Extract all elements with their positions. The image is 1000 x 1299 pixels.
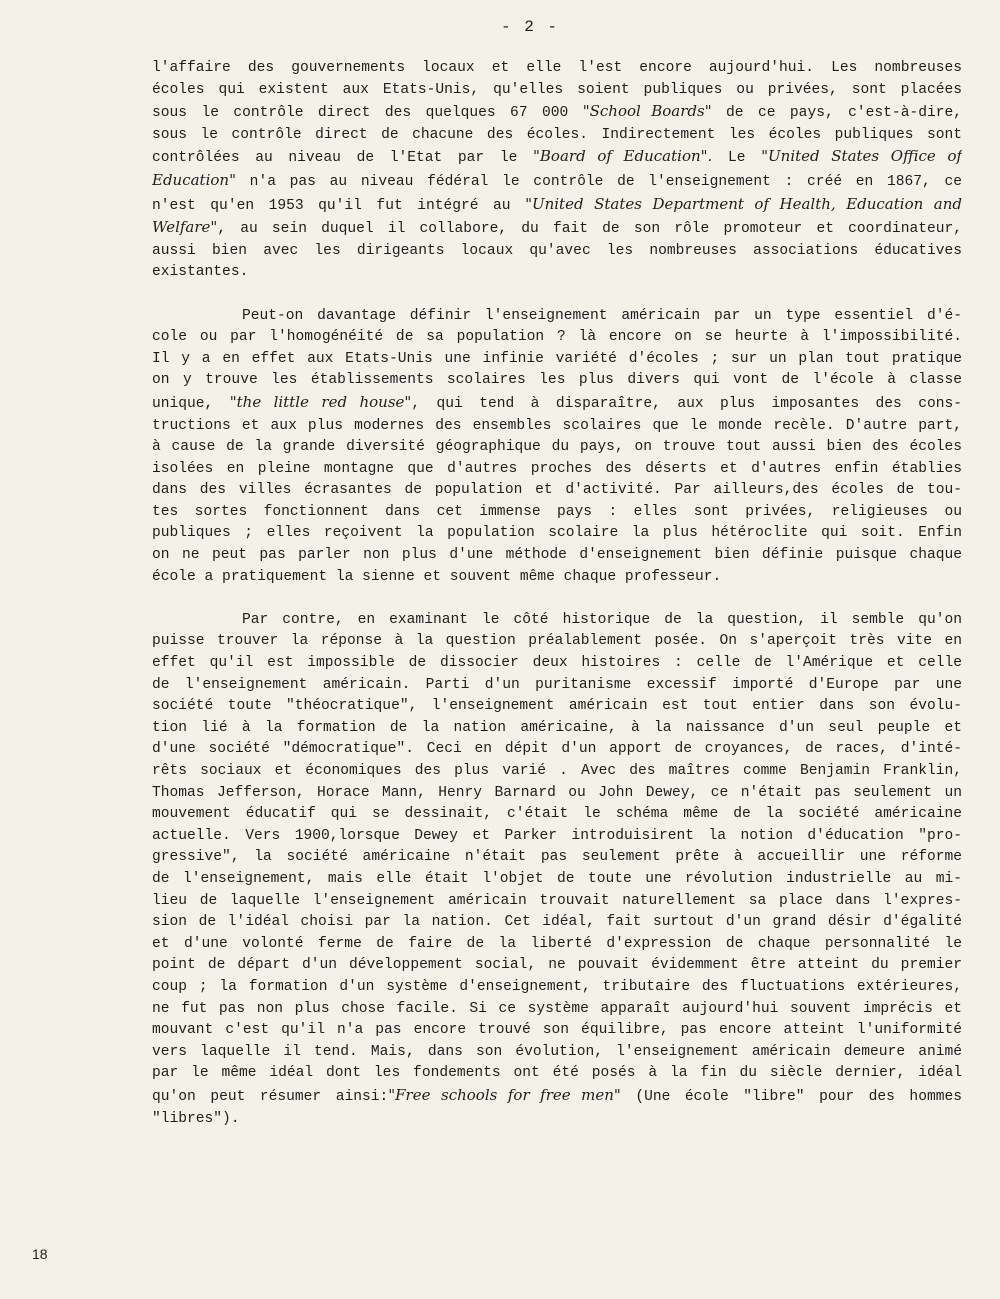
text-segment: puisse trouver la réponse à la question préalablement posée. On s'aperçoit très vite en [152, 633, 962, 650]
text-line [152, 101, 962, 125]
italic-text: "United States Office of [761, 147, 962, 166]
text-line [152, 262, 962, 284]
text-line [152, 502, 962, 524]
text-line [152, 739, 962, 761]
text-segment: d'une société "démocratique". Ceci en dépit d'un apport de croyances, de races, d'inté- [152, 741, 962, 758]
text-line [152, 891, 962, 913]
text-line [152, 1109, 962, 1131]
text-segment: sous le contrôle direct de chacune des écoles. Indirectement les écoles publiques sont [152, 126, 962, 143]
text-line [152, 567, 962, 589]
text-segment: ne fut pas non plus chose facile. Si ce système apparaît aujourd'hui souvent imprécis et [152, 1000, 962, 1017]
text-segment: sion de l'idéal choisi par la nation. Cet idéal, fait surtout d'un grand désir d'égalité [152, 914, 962, 931]
page-number: - 2 - [500, 18, 559, 36]
text-line [152, 327, 962, 349]
paragraph-2 [152, 306, 962, 589]
text-segment: Thomas Jefferson, Horace Mann, Henry Barnard ou John Dewey, ce n'était pas seulement un [152, 784, 962, 801]
text-segment: Le [712, 150, 762, 167]
text-segment: rêts sociaux et économiques des plus varié . Avec des maîtres comme Benjamin Franklin, [152, 763, 962, 779]
text-segment: par le même idéal dont les fondements ont été posés à la fin du siècle dernier, idéal [152, 1065, 962, 1082]
text-line [152, 869, 962, 891]
italic-text: Education" [152, 170, 236, 189]
text-line [152, 370, 962, 392]
text-segment: l'affaire des gouvernements locaux et elle l'est encore aujourd'hui. Les nombreuses [152, 60, 962, 76]
text-segment: de ce pays, c'est-à-dire, [711, 105, 962, 122]
text-segment: coup ; la formation d'un système d'enseignement, tributaire des fluctuations extérieures, [152, 978, 962, 995]
text-segment: écoles qui existent aux Etats-Unis, qu'elles soient publiques ou privées, sont placées [152, 81, 962, 98]
text-line [152, 934, 962, 956]
text-segment: existantes. [152, 264, 249, 281]
text-line [152, 610, 962, 632]
text-line [152, 912, 962, 934]
text-line [152, 653, 962, 675]
text-segment: tion lié à la formation de la nation américaine, à la naissance d'un seul peuple et [152, 719, 962, 736]
text-line [152, 761, 962, 783]
text-segment: isolées en pleine montagne que d'autres proches des déserts et d'autres enfin établies [152, 460, 962, 477]
text-segment: sous le contrôle direct des quelques 67 000 [152, 105, 583, 122]
text-line [152, 955, 962, 977]
text-segment: Il y a en effet aux Etats-Unis une infinie variété d'écoles ; sur un plan tout pratique [152, 350, 962, 367]
text-segment: n'est qu'en 1953 qu'il fut intégré au [152, 197, 526, 214]
text-line [152, 459, 962, 481]
text-segment: point de départ d'un développement social, ne pouvait évidemment être atteint du premier [152, 957, 962, 974]
corner-page-number: 18 [32, 1246, 48, 1262]
text-segment: effet qu'il est impossible de dissocier deux histoires : celle de l'Amérique et celle [152, 655, 962, 672]
text-line [152, 1063, 962, 1085]
text-segment: contrôlées au niveau de l'Etat par le [152, 150, 533, 167]
paragraph-gap [152, 588, 962, 610]
paragraph-3 [152, 610, 962, 1130]
text-segment: on ne peut pas parler non plus d'une méthode d'enseignement bien définie puisque chaque [152, 547, 962, 564]
text-line [152, 783, 962, 805]
text-line [152, 1042, 962, 1064]
text-segment: mouvant c'est qu'il n'a pas encore trouvé son équilibre, pas encore atteint l'uniformité [152, 1022, 962, 1039]
text-segment: société toute "théocratique", l'enseignement américain est tout entier dans son évolu- [152, 698, 962, 715]
text-segment: "libres"). [152, 1110, 240, 1127]
text-segment: mouvement éducatif qui se dessinait, c'était le schéma même de la société américaine [152, 806, 962, 823]
text-line [152, 241, 962, 263]
text-segment: dans des villes écrasantes de population et d'activité. Par ailleurs,des écoles de tou- [152, 482, 962, 499]
text-segment: qu'on peut résumer ainsi: [152, 1088, 389, 1105]
text-segment: cole ou par l'homogénéité de sa population ? là encore on se heurte à l'impossibilité. [152, 329, 962, 346]
text-line [152, 392, 962, 416]
italic-text: "the little red house" [229, 392, 412, 411]
text-line [152, 58, 962, 80]
text-line [152, 416, 962, 438]
text-line [152, 999, 962, 1021]
text-segment: tes sortes fonctionnent dans cet immense pays : elles sont privées, religieuses ou [152, 503, 962, 520]
text-line [152, 480, 962, 502]
text-line [152, 696, 962, 718]
text-line [152, 349, 962, 371]
text-line [152, 194, 962, 218]
text-line [152, 125, 962, 147]
text-segment: Par contre, en examinant le côté historique de la question, il semble qu'on [242, 611, 962, 628]
text-segment: de l'enseignement, mais elle était l'objet de toute une révolution industrielle au mi- [152, 870, 962, 887]
text-line [152, 80, 962, 102]
text-segment: aussi bien avec les dirigeants locaux qu'avec les nombreuses associations éducatives [152, 242, 962, 259]
document-body [152, 58, 962, 1130]
text-segment: gressive", la société américaine n'était pas seulement prête à accueillir une réforme [152, 849, 962, 866]
text-line [152, 217, 962, 241]
text-line [152, 545, 962, 567]
text-line [152, 146, 962, 170]
text-segment: on y trouve les établissements scolaires les plus divers qui vont de l'école à classe [152, 372, 962, 389]
text-segment: actuelle. Vers 1900,lorsque Dewey et Parker introduisirent la notion d'éducation "pro- [152, 827, 962, 844]
text-line [152, 170, 962, 194]
text-segment: Peut-on davantage définir l'enseignement américain par un type essentiel d'é- [242, 307, 962, 324]
text-line [152, 523, 962, 545]
text-line [152, 1085, 962, 1109]
text-line [152, 826, 962, 848]
text-segment: n'a pas au niveau fédéral le contrôle de l'enseignement : créé en 1867, ce [235, 173, 962, 190]
text-line [152, 977, 962, 999]
text-line [152, 631, 962, 653]
italic-text: "Free schools for free men" [388, 1085, 621, 1104]
text-segment: lieu de laquelle l'enseignement américain trouvait naturellement sa place dans l'expres- [152, 892, 962, 909]
text-line [152, 847, 962, 869]
text-segment: de l'enseignement américain. Parti d'un puritanisme excessif importé d'Europe par une [152, 676, 962, 693]
italic-text: "School Boards" [582, 102, 712, 121]
text-line [152, 718, 962, 740]
text-segment: publiques ; elles reçoivent la population scolaire la plus hétéroclite qui soit. Enfin [152, 525, 962, 542]
italic-text: "Board of Education". [533, 147, 713, 166]
italic-text: Welfare" [152, 218, 218, 237]
text-segment: , au sein duquel il collabore, du fait de son rôle promoteur et coordinateur, [217, 221, 962, 238]
text-segment: école a pratiquement la sienne et souvent même chaque professeur. [152, 568, 722, 585]
italic-text: "United States Department of Health, Education and [525, 194, 962, 213]
text-segment: (Une école "libre" pour des hommes [620, 1088, 962, 1105]
text-segment: tructions et aux plus modernes des ensembles scolaires que le monde recèle. D'autre part, [152, 417, 962, 434]
paragraph-1 [152, 58, 962, 284]
text-line [152, 306, 962, 328]
text-line [152, 437, 962, 459]
text-segment: vers laquelle il tend. Mais, dans son évolution, l'enseignement américain demeure animé [152, 1043, 962, 1060]
text-segment: , qui tend à disparaître, aux plus imposantes des cons- [411, 395, 962, 412]
text-segment: et d'une volonté ferme de faire de la liberté d'expression de chaque personnalité le [152, 935, 962, 952]
text-line [152, 675, 962, 697]
text-segment: unique, [152, 395, 230, 412]
text-line [152, 1020, 962, 1042]
paragraph-gap [152, 284, 962, 306]
text-segment: à cause de la grande diversité géographique du pays, on trouve tout aussi bien des écoles [152, 439, 962, 456]
text-line [152, 804, 962, 826]
